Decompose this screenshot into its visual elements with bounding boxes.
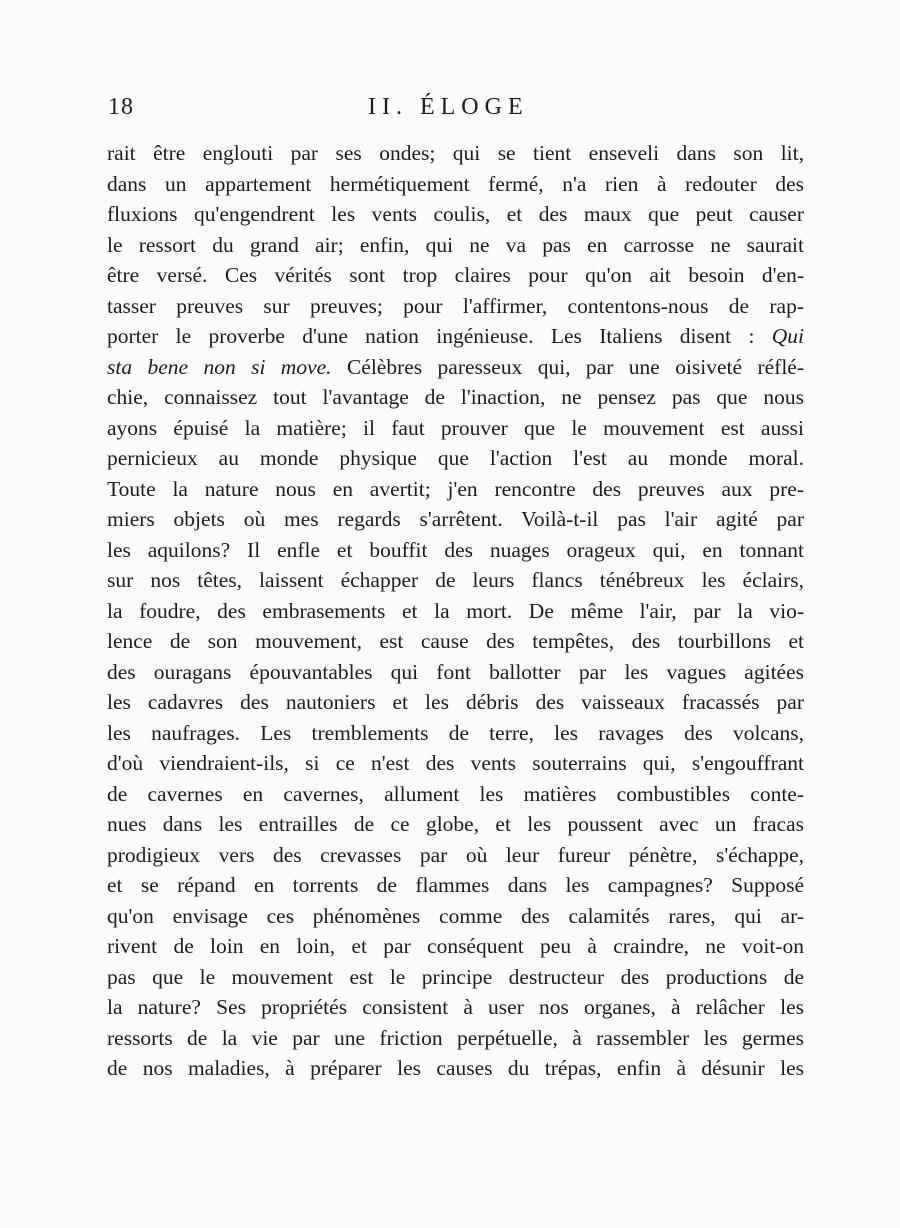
text-line: ressorts de la vie par une friction perpétuelle, à rassembler les germes xyxy=(107,1025,804,1050)
text-line: des ouragans épouvantables qui font ballotter par les vagues agitées xyxy=(107,659,804,684)
text-line: de nos maladies, à préparer les causes du trépas, enfin à désunir les xyxy=(107,1056,804,1080)
body-text xyxy=(107,138,804,1084)
text-line: ayons épuisé la matière; il faut prouver que le mouvement est aussi xyxy=(107,415,804,440)
text-line: d'où viendraient-ils, si ce n'est des vents souterrains qui, s'engouffrant xyxy=(107,751,804,775)
text-line: les cadavres des nautoniers et les débris des vaisseaux fracassés par xyxy=(107,690,804,714)
text-line: qu'on envisage ces phénomènes comme des calamités rares, qui ar- xyxy=(107,903,804,928)
text-line: et se répand en torrents de flammes dans les campagnes? Supposé xyxy=(107,873,804,897)
text-line: rait être englouti par ses ondes; qui se tient enseveli dans son lit, xyxy=(107,141,804,165)
page-number: 18 xyxy=(108,94,134,120)
text-line: dans un appartement hermétiquement fermé, n'a rien à redouter des xyxy=(107,171,804,196)
text-line: la nature? Ses propriétés consistent à user nos organes, à relâcher les xyxy=(107,995,804,1019)
text-line: le ressort du grand air; enfin, qui ne va pas en carrosse ne saurait xyxy=(107,232,804,257)
running-head: II. ÉLOGE xyxy=(368,94,529,120)
text-line: porter le proverbe d'une nation ingénieuse. Les Italiens disent : Qui xyxy=(107,324,804,348)
text-line: de cavernes en cavernes, allument les matières combustibles conte- xyxy=(107,781,804,806)
text-line: pas que le mouvement est le principe destructeur des productions de xyxy=(107,964,804,989)
italic-quote: sta bene non si move. xyxy=(107,354,332,379)
text-line: les aquilons? Il enfle et bouffit des nuages orageux qui, en tonnant xyxy=(107,537,804,562)
text-line: prodigieux vers des crevasses par où leur fureur pénètre, s'échappe, xyxy=(107,842,804,867)
page-header xyxy=(108,90,804,130)
text-line: la foudre, des embrasements et la mort. De même l'air, par la vio- xyxy=(107,598,804,623)
text-line: pernicieux au monde physique que l'action l'est au monde moral. xyxy=(107,446,804,470)
text-line: fluxions qu'engendrent les vents coulis, et des maux que peut causer xyxy=(107,202,804,226)
italic-quote: Qui xyxy=(771,324,804,348)
text-line: chie, connaissez tout l'avantage de l'inaction, ne pensez pas que nous xyxy=(107,385,804,409)
text-line: nues dans les entrailles de ce globe, et les poussent avec un fracas xyxy=(107,812,804,836)
text-line: miers objets où mes regards s'arrêtent. Voilà-t-il pas l'air agité par xyxy=(107,507,804,531)
text-line: les naufrages. Les tremblements de terre, les ravages des volcans, xyxy=(107,720,804,745)
text-line: rivent de loin en loin, et par conséquent peu à craindre, ne voit-on xyxy=(107,934,804,958)
text-line: sta bene non si move. Célèbres paresseux qui, par une oisiveté réflé- xyxy=(107,354,804,379)
text-line: tasser preuves sur preuves; pour l'affirmer, contentons-nous de rap- xyxy=(107,293,804,318)
text-line: sur nos têtes, laissent échapper de leurs flancs ténébreux les éclairs, xyxy=(107,568,804,592)
text-line: Toute la nature nous en avertit; j'en rencontre des preuves aux pre- xyxy=(107,476,804,501)
text-line: être versé. Ces vérités sont trop claires pour qu'on ait besoin d'en- xyxy=(107,263,804,287)
text-line: lence de son mouvement, est cause des tempêtes, des tourbillons et xyxy=(107,629,804,653)
